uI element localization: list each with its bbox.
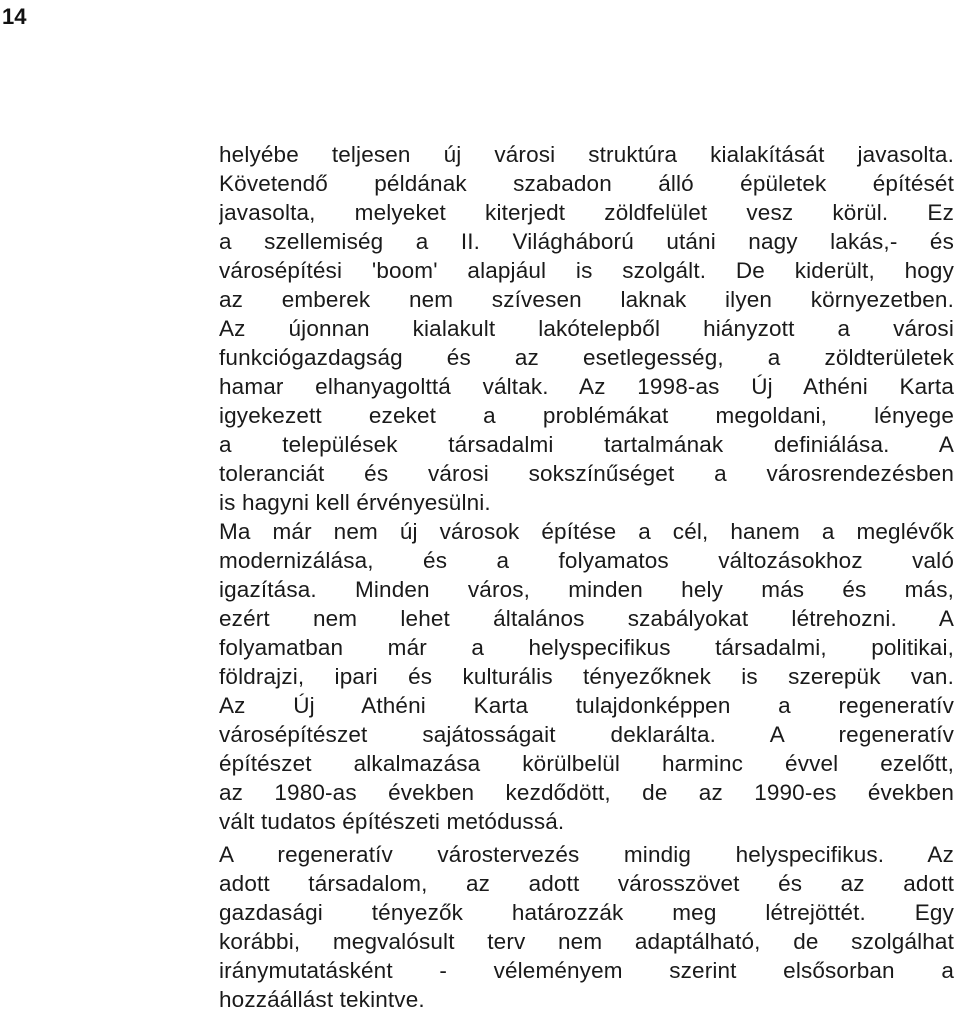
- text-line: városépítészet sajátosságait deklarálta. A regeneratív: [219, 722, 954, 747]
- text-line: hozzáállást tekintve.: [219, 987, 425, 1012]
- page-number: 14: [0, 0, 37, 33]
- text-line: Ma már nem új városok építése a cél, hanem a meglévők: [219, 519, 954, 544]
- text-line: városépítési 'boom' alapjául is szolgált. De kiderült, hogy: [219, 258, 954, 283]
- text-line: a települések társadalmi tartalmának definiálása. A: [219, 432, 954, 457]
- text-line: toleranciát és városi sokszínűséget a városrendezésben: [219, 461, 954, 486]
- text-line: építészet alkalmazása körülbelül harminc évvel ezelőtt,: [219, 751, 954, 776]
- text-line: hamar elhanyagolttá váltak. Az 1998-as Új Athéni Karta: [219, 374, 954, 399]
- text-line: igazítása. Minden város, minden hely más és más,: [219, 577, 954, 602]
- text-line: vált tudatos építészeti metódussá.: [219, 809, 565, 834]
- body-paragraph-2: [219, 840, 954, 1014]
- text-line: Követendő példának szabadon álló épületek építését: [219, 171, 954, 196]
- text-line: Az újonnan kialakult lakótelepből hiányzott a városi: [219, 316, 954, 341]
- text-line: iránymutatásként - véleményem szerint elsősorban a: [219, 958, 954, 983]
- text-line: gazdasági tényezők határozzák meg létrejöttét. Egy: [219, 900, 954, 925]
- text-line: az emberek nem szívesen laknak ilyen környezetben.: [219, 287, 954, 312]
- text-line: ezért nem lehet általános szabályokat létrehozni. A: [219, 606, 954, 631]
- text-line: javasolta, melyeket kiterjedt zöldfelület vesz körül. Ez: [219, 200, 954, 225]
- text-line: funkciógazdagság és az esetlegesség, a zöldterületek: [219, 345, 954, 370]
- text-line: Az Új Athéni Karta tulajdonképpen a regeneratív: [219, 693, 954, 718]
- text-line: igyekezett ezeket a problémákat megoldani, lényege: [219, 403, 954, 428]
- text-line: földrajzi, ipari és kulturális tényezőknek is szerepük van.: [219, 664, 954, 689]
- text-line: is hagyni kell érvényesülni.: [219, 490, 491, 515]
- text-line: az 1980-as években kezdődött, de az 1990-es években: [219, 780, 954, 805]
- text-line: A regeneratív várostervezés mindig helyspecifikus. Az: [219, 842, 954, 867]
- text-line: adott társadalom, az adott városszövet és az adott: [219, 871, 954, 896]
- text-line: helyébe teljesen új városi struktúra kialakítását javasolta.: [219, 142, 954, 167]
- text-line: modernizálása, és a folyamatos változásokhoz való: [219, 548, 954, 573]
- body-paragraph-1: [219, 140, 954, 836]
- text-line: korábbi, megvalósult terv nem adaptálható, de szolgálhat: [219, 929, 954, 954]
- text-line: a szellemiség a II. Világháború utáni nagy lakás,- és: [219, 229, 954, 254]
- text-line: folyamatban már a helyspecifikus társadalmi, politikai,: [219, 635, 954, 660]
